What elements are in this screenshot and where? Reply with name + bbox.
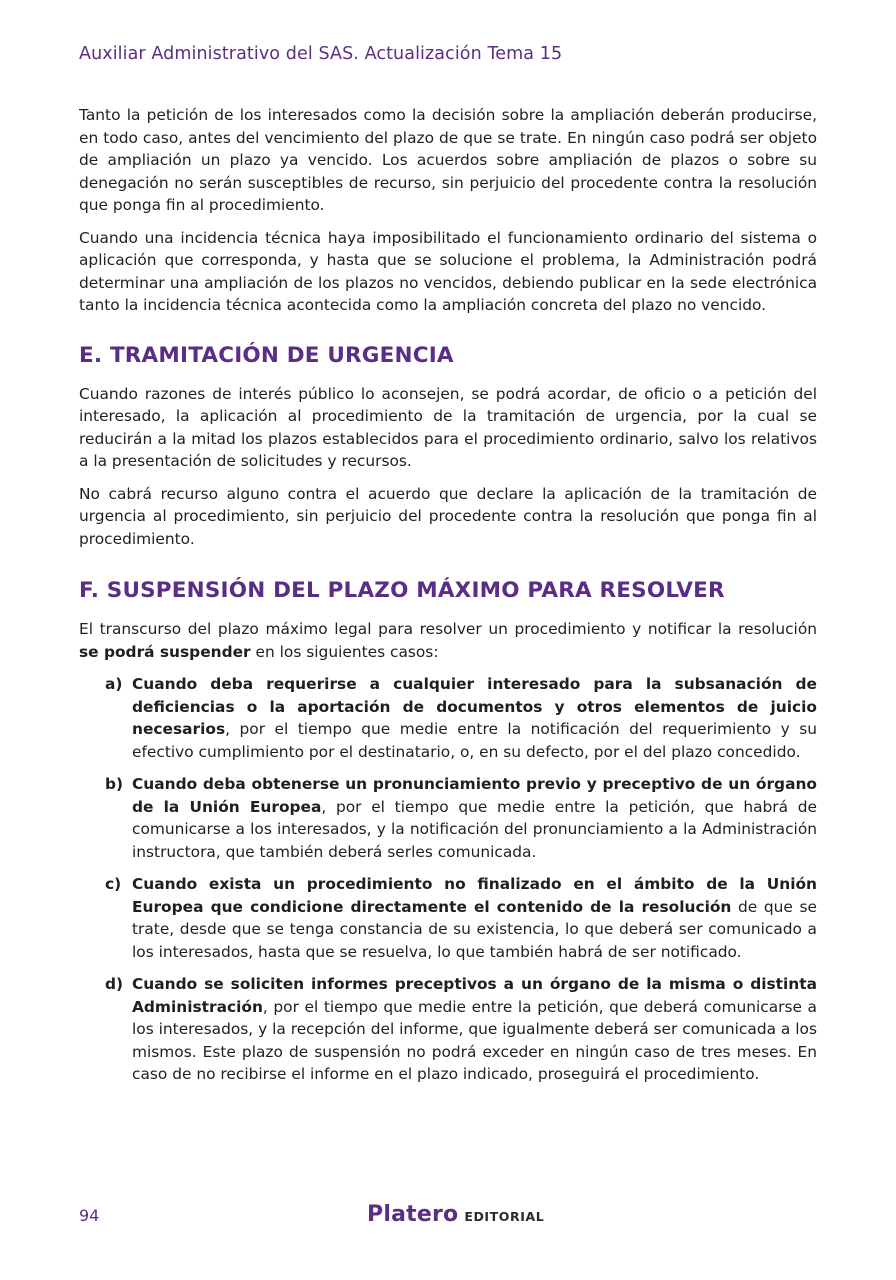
- running-header: Auxiliar Administrativo del SAS. Actualización Tema 15: [79, 44, 563, 64]
- intro-text: El transcurso del plazo máximo legal para resolver un procedimiento y notificar la resolución: [79, 620, 817, 638]
- list-marker: c): [105, 875, 122, 893]
- paragraph: Cuando razones de interés público lo aconsejen, se podrá acordar, de oficio o a petición del interesado, la aplicación al procedimiento de la tramitación de urgencia, por la cual se reducirán a la mitad los plazos establecidos para el procedimiento ordinario, salvo los relativos a la presentación de solicitudes y recursos.: [79, 384, 817, 470]
- list-marker: b): [105, 775, 124, 793]
- case-bold: Cuando se soliciten informes preceptivos a un órgano de la misma o distinta Administración: [132, 975, 817, 1016]
- case-text: , por el tiempo que medie entre la notificación del requerimiento y su efectivo cumplimiento por el destinatario, o, en su defecto, por el del plazo concedido.: [132, 720, 817, 761]
- publisher-logo: [367, 1202, 544, 1227]
- paragraph: No cabrá recurso alguno contra el acuerdo que declare la aplicación de la tramitación de urgencia al procedimiento, sin perjuicio del procedente contra la resolución que ponga fin al procedimiento.: [79, 484, 817, 548]
- brand-name: Platero: [367, 1202, 459, 1227]
- case-bold: Cuando exista un procedimiento no finalizado en el ámbito de la Unión Europea que condicione directamente el contenido de la resolución: [132, 875, 817, 916]
- page-number: 94: [79, 1206, 100, 1225]
- section-heading-e: E. TRAMITACIÓN DE URGENCIA: [79, 342, 454, 368]
- case-text: , por el tiempo que medie entre la petición, que deberá comunicarse a los interesados, y la recepción del informe, que igualmente deberá ser comunicada a los mismos. Este plazo de suspensión no podrá exceder en ningún caso de tres meses. En caso de no recibirse el informe en el plazo indicado, proseguirá el procedimiento.: [132, 997, 817, 1083]
- case-text: , por el tiempo que medie entre la petición, que habrá de comunicarse a los interesados, y la notificación del pronunciamiento a la Administración instructora, que también deberá serles comunicada.: [132, 797, 817, 861]
- case-text: de que se trate, desde que se tenga constancia de su existencia, lo que deberá ser comunicado a los interesados, hasta que se resuelva, lo que también habrá de ser notificado.: [132, 897, 817, 961]
- intro-bold: se podrá suspender: [79, 642, 251, 661]
- list-item: [105, 973, 817, 1086]
- section-heading-f: F. SUSPENSIÓN DEL PLAZO MÁXIMO PARA RESOLVER: [79, 578, 725, 603]
- intro-tail: en los siguientes casos:: [250, 642, 439, 661]
- suspension-cases-list: [79, 673, 817, 1086]
- list-item: [105, 773, 817, 863]
- page-content: [79, 104, 817, 1096]
- brand-sub: EDITORIAL: [464, 1209, 545, 1224]
- list-item: [105, 673, 817, 763]
- paragraph: Tanto la petición de los interesados como la decisión sobre la ampliación deberán producirse, en todo caso, antes del vencimiento del plazo de que se trate. En ningún caso podrá ser objeto de ampliación un plazo ya vencido. Los acuerdos sobre ampliación de plazos o sobre su denegación no serán susceptibles de recurso, sin perjuicio del procedente contra la resolución que ponga fin al procedimiento.: [79, 106, 817, 214]
- list-marker: a): [105, 675, 123, 693]
- list-item: [105, 873, 817, 963]
- case-bold: Cuando deba requerirse a cualquier interesado para la subsanación de deficiencias o la aportación de documentos y otros elementos de juicio necesarios: [132, 675, 817, 738]
- list-marker: d): [105, 975, 124, 993]
- paragraph: Cuando una incidencia técnica haya imposibilitado el funcionamiento ordinario del sistema o aplicación que corresponda, y hasta que se solucione el problema, la Administración podrá determinar una ampliación de los plazos no vencidos, debiendo publicar en la sede electrónica tanto la incidencia técnica acontecida como la ampliación concreta del plazo no vencido.: [79, 228, 817, 314]
- case-bold: Cuando deba obtenerse un pronunciamiento previo y preceptivo de un órgano de la Unión Europea: [132, 775, 817, 816]
- section-f-intro: [79, 618, 817, 663]
